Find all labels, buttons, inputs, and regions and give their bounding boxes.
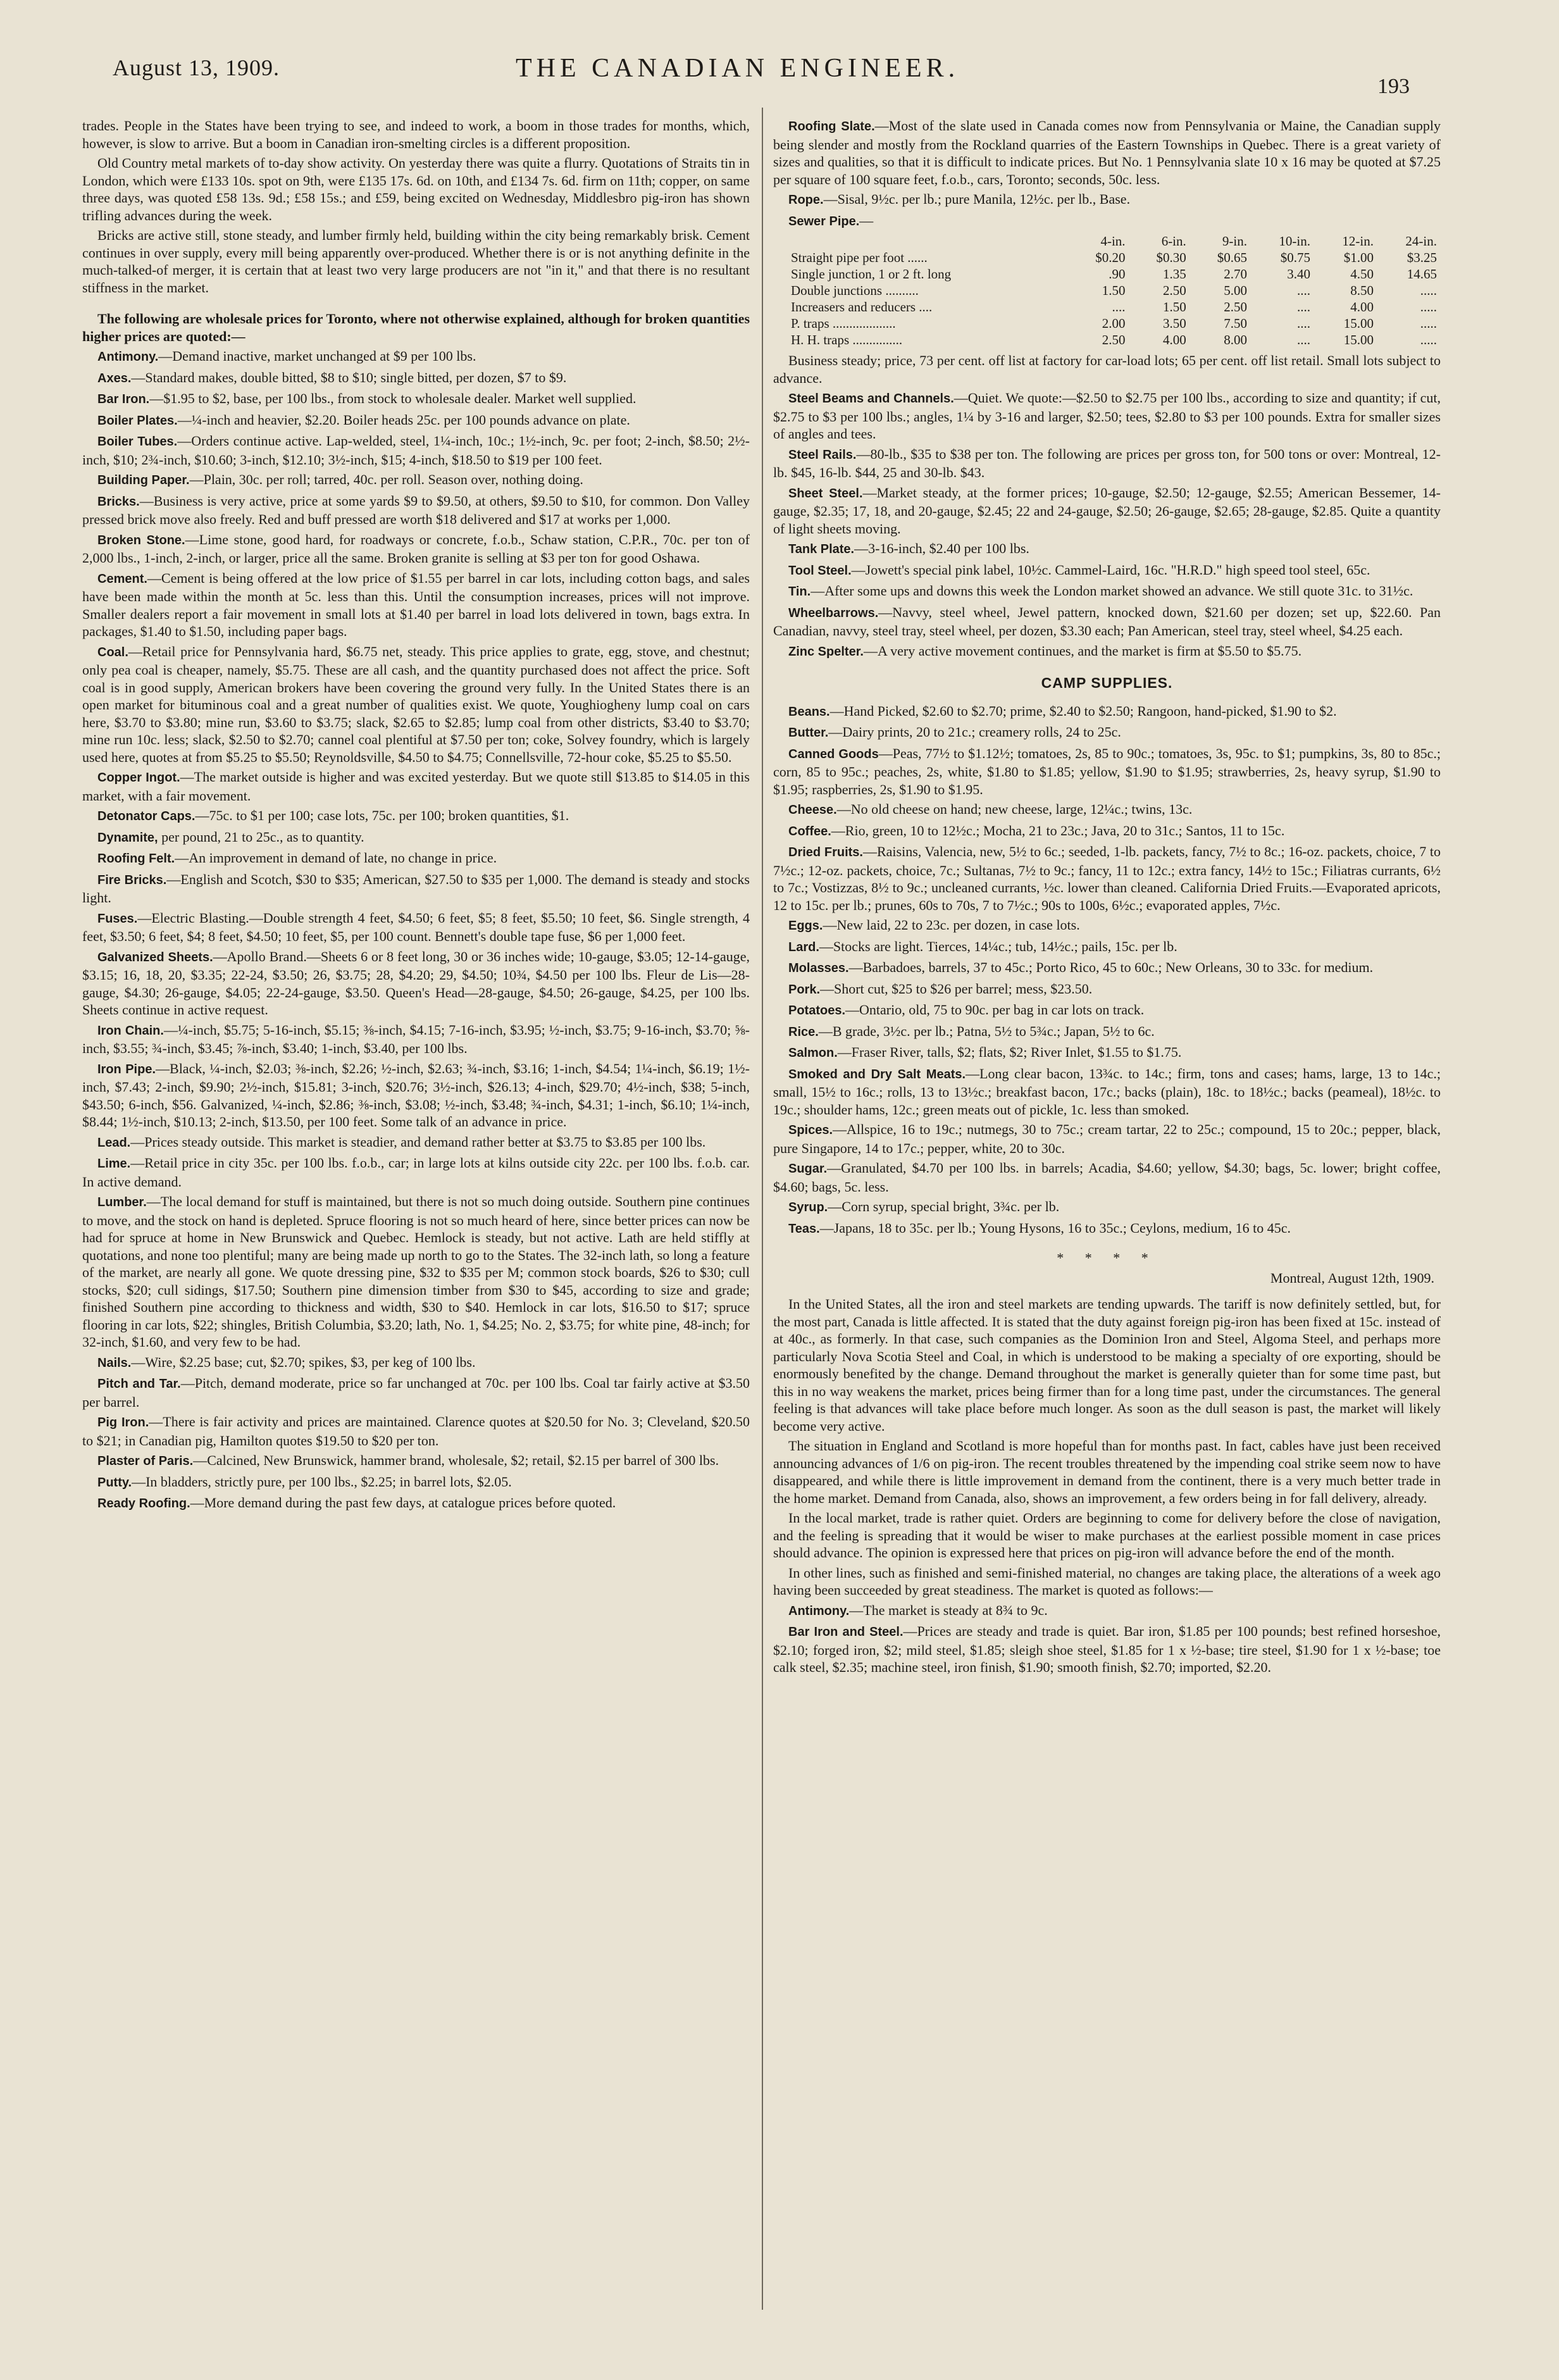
- entry-label: Lard.: [788, 940, 819, 954]
- price-entry: [82, 347, 750, 366]
- table-row: [773, 332, 1441, 348]
- price-list-continued: [773, 117, 1441, 230]
- entry-text: —Hand Picked, $2.60 to $2.70; prime, $2.40 to $2.50; Rangoon, hand-picked, $1.90 to $2.: [829, 702, 1337, 719]
- price-entry: [82, 768, 750, 804]
- pipe-type-cell: P. traps ...................: [791, 316, 896, 331]
- pipe-type-cell: H. H. traps ...............: [791, 332, 903, 347]
- entry-label: Bar Iron and Steel.: [788, 1625, 904, 1639]
- entry-label: Smoked and Dry Salt Meats.: [788, 1067, 966, 1081]
- price-entry: [773, 1219, 1441, 1238]
- price-cell: 15.00: [1343, 332, 1374, 347]
- price-entry: [773, 916, 1441, 935]
- price-cell: .....: [1420, 299, 1437, 315]
- entry-text: per pound, 21 to 25c., as to quantity.: [158, 828, 364, 845]
- entry-text: —Calcined, New Brunswick, hammer brand, wholesale, $2; retail, $2.15 per barrel of 300 lbs.: [193, 1452, 719, 1468]
- entry-text: —Quiet. We quote:—$2.50 to $2.75 per 100 lbs., according to size and quantity; if cut, $2.75 to $3 per 100 lbs.; angles, 1¼ by 3-16 and larger, $2.50; tees, $2.80 to $3 per 100 pounds. Extra for smaller sizes of angles and tees.: [773, 390, 1441, 442]
- entry-text: —A very active movement continues, and the market is firm at $5.50 to $5.75.: [863, 642, 1302, 659]
- sewer-column-header: 10-in.: [1279, 234, 1310, 249]
- price-entry: [82, 871, 750, 907]
- price-entry: [773, 484, 1441, 538]
- price-entry: [82, 1494, 750, 1513]
- entry-text: —Apollo Brand.—Sheets 6 or 8 feet long, 30 or 36 inches wide; 10-gauge, $3.05; 12-14-gauge, $3.15; 16, 18, 20, $3.35; 22-24, $3.50; 26, $3.75; 28, $4.20; 29, $4.50; 10¾, $4.50 per 100 lbs. Fleur de Lis—28-gauge, $4.30; 26-gauge, $4.05; 22-24-gauge, $3.50. Queen's Head—28-gauge, $4.50; 26-gauge, $4.25, per 100 lbs. Sheets continue in active request.: [82, 948, 750, 1018]
- price-entry: [82, 390, 750, 409]
- sewer-column-header: [773, 233, 1068, 249]
- entry-text: —Most of the slate used in Canada comes now from Pennsylvania or Maine, the Canadian supply being slender and mostly from the Rockland quarries of the Eastern Townships in Quebec. There is a great variety of sizes and qualities, so that it is difficult to indicate prices. But No. 1 Pennsylvania slate 10 x 16 may be quoted at $7.25 per square of 100 square feet, f.o.b., cars, Toronto; seconds, 50c. less.: [773, 118, 1441, 187]
- price-entry: [773, 702, 1441, 721]
- price-entry: [82, 471, 750, 490]
- entry-label: Pig Iron.: [97, 1416, 149, 1430]
- entry-text: —Dairy prints, 20 to 21c.; creamery rolls, 24 to 25c.: [828, 724, 1121, 740]
- price-entry: [773, 389, 1441, 443]
- price-entry: [773, 1001, 1441, 1020]
- entry-label: Iron Pipe.: [97, 1062, 156, 1076]
- price-entry: [82, 432, 750, 468]
- price-cell: ....: [1296, 299, 1310, 315]
- intro-paragraph: trades. People in the States have been trying to see, and indeed to work, a boom in those trades for months, which, however, is slow to arrive. But a boom in Canadian iron-smelting circles is a different proposition.: [82, 118, 750, 151]
- sewer-pipe-table: [773, 233, 1441, 348]
- entry-text: —Electric Blasting.—Double strength 4 feet, $4.50; 6 feet, $5; 8 feet, $5.50; 10 feet, $6. Single strength, 4 feet, $3.50; 6 feet, $4; 8 feet, $4.50; 10 feet, $5, per 100 count. Bennett's double tape fuse, $6 per 1,000 feet.: [82, 909, 750, 944]
- price-cell: $1.00: [1343, 250, 1374, 265]
- entry-text: —Corn syrup, special bright, 3¾c. per lb.: [828, 1199, 1060, 1214]
- price-entry: [773, 745, 1441, 799]
- entry-text: —: [859, 212, 874, 228]
- entry-label: Antimony.: [788, 1604, 850, 1618]
- price-entry: [773, 938, 1441, 957]
- entry-label: Spices.: [788, 1123, 833, 1137]
- entry-text: —Raisins, Valencia, new, 5½ to 6c.; seeded, 1-lb. packets, fancy, 7½ to 8c.; 16-oz. packets, choice, 7 to 7½c.; 12-oz. packets, choice, 7c.; Sultanas, 7½ to 9c.; fancy, 11 to 12c.; extra fancy, 14½ to 15c.; Filiatras currants, 6½ to 7c.; Vostizzas, 8½ to 9c.; uncleaned currants, ½c. lower than cleaned. California Dried Fruits.—Evaporated apricots, 12 to 15c. per lb.; prunes, 60s to 70s, 7 to 7½c.; 90s to 100s, 6½c.; evaporated apples, 7½c.: [773, 844, 1441, 913]
- entry-text: —80-lb., $35 to $38 per ton. The following are prices per gross ton, for 500 tons or over: Montreal, 12-lb. $45, 16-lb. $44, 25 and 30-lb. $43.: [773, 445, 1441, 480]
- entry-text: —After some ups and downs this week the London market showed an advance. We still quote 31c. to 31½c.: [811, 583, 1413, 599]
- price-entry: [773, 980, 1441, 999]
- entry-label: Lumber.: [97, 1195, 147, 1209]
- entry-label: Detonator Caps.: [97, 809, 196, 823]
- entry-label: Axes.: [97, 371, 132, 385]
- intro-paragraph: Bricks are active still, stone steady, and lumber firmly held, building within the city being remarkably brisk. Cement continues in over supply, every mill being apparently over-produced. Whether there is or is not anything definite in the much-talked-of merger, it is certain that at least two very large producers are not "in it," and that there is no resultant stiffness in the market.: [82, 227, 750, 296]
- price-entry: [773, 1602, 1441, 1621]
- entry-label: Wheelbarrows.: [788, 606, 879, 620]
- intro-block: [82, 117, 750, 296]
- entry-label: Steel Rails.: [788, 447, 857, 462]
- entry-text: —More demand during the past few days, at catalogue prices before quoted.: [190, 1495, 616, 1511]
- price-cell: ....: [1296, 316, 1310, 331]
- sewer-column-header: 12-in.: [1342, 234, 1374, 249]
- entry-label: Tank Plate.: [788, 542, 855, 556]
- price-entry: [773, 582, 1441, 601]
- entry-label: Cement.: [97, 571, 147, 586]
- entry-label: Sugar.: [788, 1162, 828, 1176]
- entry-text: —New laid, 22 to 23c. per dozen, in case lots.: [823, 917, 1080, 933]
- sewer-column-header: 24-in.: [1405, 234, 1437, 249]
- pipe-type-cell: Single junction, 1 or 2 ft. long: [791, 266, 952, 282]
- entry-text: —Granulated, $4.70 per 100 lbs. in barrels; Acadia, $4.60; yellow, $4.30; bags, 5c. lower; bright coffee, $4.60; bags, 5c. less.: [773, 1160, 1441, 1195]
- right-column: [773, 117, 1441, 1679]
- price-cell: 5.00: [1224, 283, 1247, 298]
- section-separator: * * * *: [1057, 1250, 1157, 1266]
- entry-text: —Short cut, $25 to $26 per barrel; mess, $23.50.: [820, 980, 1093, 997]
- entry-text: —Rio, green, 10 to 12½c.; Mocha, 21 to 23c.; Java, 20 to 31c.; Santos, 11 to 15c.: [831, 822, 1285, 838]
- entry-text: —An improvement in demand of late, no change in price.: [175, 850, 497, 866]
- report-paragraph: In the local market, trade is rather quiet. Orders are beginning to come for delivery before the close of navigation, and the feeling is spreading that it would be wiser to make purchases at the earliest possible moment in case prices should advance. The opinion is expressed here that prices on pig-iron will advance before the end of the month.: [773, 1510, 1441, 1561]
- entry-label: Butter.: [788, 726, 829, 740]
- entry-text: —Standard makes, double bitted, $8 to $10; single bitted, per dozen, $7 to $9.: [131, 369, 567, 385]
- price-entry: [773, 1044, 1441, 1062]
- price-entry: [773, 117, 1441, 188]
- table-row: [773, 282, 1441, 299]
- entry-text: —Ontario, old, 75 to 90c. per bag in car lots on track.: [845, 1002, 1145, 1018]
- report-paragraph: In the United States, all the iron and steel markets are tending upwards. The tariff is now definitely settled, but, for the most part, Canada is little affected. It is stated that the duty against foreign pig-iron has been fixed at 15c. instead of at 40c., as formerly. In that case, such companies as the Dominion Iron and Steel, Algoma Steel, and perhaps more particularly Nova Scotia Steel and Coal, in which is understood to be making a specialty of ore exporting, should be enormously benefited by the change. Demand throughout the market is generally quieter than for some time past, but this in no way weakens the market, prices being firmer than for a long time past, under the circumstances. The general feeling is that advances will take place before much longer. As soon as the dull season is past, the market will likely become very active.: [773, 1296, 1441, 1434]
- entry-text: —In bladders, strictly pure, per 100 lbs., $2.25; in barrel lots, $2.05.: [132, 1473, 512, 1490]
- entry-text: —There is fair activity and prices are maintained. Clarence quotes at $20.50 for No. 3; Cleveland, $20.50 to $21; in Canadian pig, Hamilton quotes $19.50 to $20 per ton.: [82, 1414, 750, 1449]
- entry-text: —Business is very active, price at some yards $9 to $9.50, at others, $9.50 to $10, for common. Don Valley pressed brick move also freely. Red and buff pressed are worth $18 delivered and $17 at works per 1,000.: [82, 492, 750, 527]
- entry-text: —Barbadoes, barrels, 37 to 45c.; Porto Rico, 45 to 60c.; New Orleans, 30 to 33c. for medium.: [848, 959, 1374, 975]
- entry-label: Coffee.: [788, 824, 831, 838]
- entry-label: Tool Steel.: [788, 563, 852, 578]
- entry-text: —75c. to $1 per 100; case lots, 75c. per 100; broken quantities, $1.: [195, 807, 569, 823]
- entry-label: Tin.: [788, 585, 811, 599]
- entry-label: Syrup.: [788, 1200, 828, 1214]
- price-entry: [82, 807, 750, 826]
- price-entry: [773, 445, 1441, 482]
- table-row: [773, 315, 1441, 332]
- price-entry: [82, 1193, 750, 1351]
- price-entry: [773, 822, 1441, 841]
- entry-label: Sheet Steel.: [788, 486, 863, 501]
- entry-label: Antimony.: [97, 350, 159, 364]
- price-entry: [82, 369, 750, 388]
- entry-label: Salmon.: [788, 1046, 838, 1060]
- price-cell: 14.65: [1407, 266, 1437, 282]
- price-cell: $0.30: [1156, 250, 1186, 265]
- entry-label: Coal.: [97, 645, 128, 659]
- price-entry: [82, 909, 750, 945]
- price-cell: $0.65: [1217, 250, 1247, 265]
- price-entry: [773, 212, 1441, 231]
- entry-label: Boiler Plates.: [97, 413, 178, 428]
- price-cell: ....: [1112, 299, 1126, 315]
- entry-label: Steel Beams and Channels.: [788, 392, 954, 406]
- entry-label: Canned Goods: [788, 747, 879, 761]
- entry-label: Fuses.: [97, 911, 138, 926]
- price-cell: ....: [1296, 332, 1310, 347]
- entry-text: —Cement is being offered at the low price of $1.55 per barrel in car lots, including cotton bags, and sales have been made within the month at 5c. less than this. Until the consumption increases, prices will not improve. Smaller dealers report a fair movement in small lots at $1.40 per barrel in load lots delivered in town, bags extra. In packages, $1.40 to $1.50, including paper bags.: [82, 570, 750, 639]
- toronto-intro: The following are wholesale prices for Toronto, where not otherwise explained, although for broken quantities higher prices are quoted:—: [82, 311, 750, 344]
- entry-label: Lime.: [97, 1157, 131, 1171]
- price-entry: [773, 540, 1441, 559]
- entry-label: Molasses.: [788, 961, 849, 975]
- entry-text: —Demand inactive, market unchanged at $9 per 100 lbs.: [158, 348, 476, 364]
- price-entry: [82, 1060, 750, 1131]
- price-cell: .....: [1420, 332, 1437, 347]
- price-cell: .....: [1420, 283, 1437, 298]
- price-entry: [773, 959, 1441, 978]
- intro-paragraph: Old Country metal markets of to-day show activity. On yesterday there was quite a flurry. Quotations of Straits tin in London, which were £133 10s. spot on 9th, were £135 17s. 6d. on 10th, and £134 7s. 6d. firm on 11th; copper, on same three days, was quoted £58 13s. 9d.; £58 15s.; and £59, being excited on Wednesday, Middlesbro pig-iron has shown trifling advances during the week.: [82, 155, 750, 223]
- price-entry: [82, 1021, 750, 1057]
- camp-supplies-list: [773, 702, 1441, 1238]
- pipe-type-cell: Double junctions ..........: [791, 283, 919, 298]
- sewer-table-body: [773, 249, 1441, 348]
- price-entry: [82, 1354, 750, 1373]
- entry-text: —Jowett's special pink label, 10½c. Cammel-Laird, 16c. "H.R.D." high speed tool steel, 65c.: [851, 561, 1370, 578]
- entry-label: Bar Iron.: [97, 392, 150, 406]
- price-entry: [773, 1121, 1441, 1157]
- entry-label: Bricks.: [97, 494, 140, 509]
- entry-label: Beans.: [788, 704, 830, 719]
- entry-text: —Stocks are light. Tierces, 14¼c.; tub, 14½c.; pails, 15c. per lb.: [819, 938, 1177, 954]
- price-entry: [82, 1154, 750, 1190]
- entry-label: Rope.: [788, 193, 824, 207]
- steel-price-list: [773, 389, 1441, 661]
- price-cell: 4.50: [1350, 266, 1374, 282]
- entry-label: Roofing Slate.: [788, 120, 875, 134]
- price-cell: .....: [1420, 316, 1437, 331]
- price-entry: [82, 570, 750, 640]
- price-entry: [82, 411, 750, 430]
- entry-label: Iron Chain.: [97, 1023, 164, 1038]
- sewer-table-header: [773, 233, 1441, 249]
- price-cell: $3.25: [1407, 250, 1437, 265]
- entry-label: Plaster of Paris.: [97, 1454, 194, 1468]
- price-entry: [82, 643, 750, 766]
- price-entry: [773, 843, 1441, 914]
- table-row: [773, 266, 1441, 282]
- price-entry: [773, 1023, 1441, 1042]
- entry-text: —Japans, 18 to 35c. per lb.; Young Hysons, 16 to 35c.; Ceylons, medium, 16 to 45c.: [819, 1219, 1291, 1236]
- entry-label: Copper Ingot.: [97, 771, 180, 785]
- montreal-dateline: Montreal, August 12th, 1909.: [1270, 1269, 1434, 1286]
- price-entry: [82, 828, 750, 847]
- entry-text: —Orders continue active. Lap-welded, steel, 1¼-inch, 10c.; 1½-inch, 9c. per foot; 2-inch, $8.50; 2½-inch, $10; 2¾-inch, $10.60; 3-inch, $12.10; 3½-inch, $15; 4-inch, $18.50 to $19 per 100 feet.: [82, 433, 750, 468]
- entry-text: —Lime stone, good hard, for roadways or concrete, f.o.b., Schaw station, C.P.R., 70c. per ton of 2,000 lbs., 1-inch, 2-inch, or larger, price all the same. Broken granite is selling at $3 per ton for good Oshawa.: [82, 531, 750, 566]
- entry-label: Broken Stone.: [97, 533, 185, 547]
- price-cell: 3.50: [1163, 316, 1186, 331]
- sewer-column-header: 4-in.: [1100, 234, 1126, 249]
- price-entry: [82, 948, 750, 1019]
- price-entry: [82, 492, 750, 528]
- entry-label: Rice.: [788, 1025, 819, 1039]
- price-entry: [773, 723, 1441, 742]
- entry-label: Dried Fruits.: [788, 845, 863, 859]
- journal-title: THE CANADIAN ENGINEER.: [516, 54, 960, 83]
- price-cell: 2.50: [1163, 283, 1186, 298]
- entry-label: Cheese.: [788, 803, 837, 817]
- entry-label: Pitch and Tar.: [97, 1377, 181, 1391]
- entry-label: Dynamite,: [97, 830, 158, 845]
- price-entry: [82, 1452, 750, 1471]
- entry-text: —Prices steady outside. This market is steadier, and demand rather better at $3.75 to $3.85 per 100 lbs.: [130, 1133, 706, 1150]
- entry-text: —Fraser River, talls, $2; flats, $2; River Inlet, $1.55 to $1.75.: [837, 1044, 1182, 1060]
- table-row: [773, 299, 1441, 315]
- price-cell: .90: [1109, 266, 1126, 282]
- pipe-type-cell: Straight pipe per foot ......: [791, 250, 928, 265]
- price-entry: [773, 642, 1441, 661]
- pipe-type-cell: Increasers and reducers ....: [791, 299, 933, 315]
- sewer-column-header: 9-in.: [1222, 234, 1247, 249]
- entry-text: —English and Scotch, $30 to $35; American, $27.50 to $35 per 1,000. The demand is steady and stocks light.: [82, 871, 750, 906]
- report-paragraph: In other lines, such as finished and semi-finished material, no changes are taking place, the alterations of a week ago having been succeeded by great steadiness. The market is quoted as follows:—: [773, 1564, 1441, 1598]
- price-cell: 4.00: [1163, 332, 1186, 347]
- price-cell: $0.75: [1280, 250, 1310, 265]
- entry-text: —B grade, 3½c. per lb.; Patna, 5½ to 5¾c.; Japan, 5½ to 6c.: [818, 1023, 1155, 1039]
- price-cell: 1.35: [1163, 266, 1186, 282]
- price-entry: [773, 801, 1441, 819]
- price-cell: 8.50: [1350, 283, 1374, 298]
- entry-text: —Long clear bacon, 13¾c. to 14c.; firm, tons and cases; hams, large, 13 to 14c.; small, 15½ to 16c.; rolls, 13 to 13½c.; breakfast bacon, 17c.; backs (plain), 18c. to 18½c.; backs (peameal), 18½c. to 19c.; shoulder hams, 12c.; green meats out of pickle, 1c. less than smoked.: [773, 1065, 1441, 1118]
- price-entry: [82, 849, 750, 868]
- entry-label: Building Paper.: [97, 473, 190, 487]
- camp-supplies-heading: CAMP SUPPLIES.: [1041, 675, 1173, 691]
- entry-text: —Retail price in city 35c. per 100 lbs. f.o.b., car; in large lots at kilns outside city 22c. per 100 lbs. f.o.b. car. In active demand.: [82, 1155, 750, 1190]
- montreal-report: [773, 1295, 1441, 1599]
- sewer-column-header: 6-in.: [1161, 234, 1186, 249]
- entry-text: —Prices are steady and trade is quiet. Bar iron, $1.85 per 100 pounds; best refined horseshoe, $2.10; forged iron, $2; mild steel, $1.85; sleigh shoe steel, $1.85 for 1 x ½-base; tire steel, $1.90 for 1 x ½-base; toe calk steel, $2.35; machine steel, iron finish, $1.90; smooth finish, $2.70; imported, $2.20.: [773, 1623, 1441, 1675]
- price-entry: [773, 561, 1441, 580]
- toronto-price-list: [82, 347, 750, 1513]
- entry-label: Putty.: [97, 1475, 132, 1490]
- entry-text: —The market outside is higher and was excited yesterday. But we quote still $13.85 to $14.05 in this market, with a fair movement.: [82, 769, 750, 804]
- entry-text: —Allspice, 16 to 19c.; nutmegs, 30 to 75c.; cream tartar, 22 to 25c.; compound, 15 to 20c.; pepper, black, pure Singapore, 14 to 17c.; pepper, white, 20 to 30c.: [773, 1121, 1441, 1156]
- price-cell: 1.50: [1102, 283, 1126, 298]
- price-cell: 2.00: [1102, 316, 1126, 331]
- price-cell: 15.00: [1343, 316, 1374, 331]
- price-entry: [773, 1623, 1441, 1676]
- price-cell: 2.50: [1102, 332, 1126, 347]
- entry-text: —$1.95 to $2, base, per 100 lbs., from stock to wholesale dealer. Market well supplied.: [149, 390, 637, 406]
- entry-text: —Peas, 77½ to $1.12½; tomatoes, 2s, 85 to 90c.; tomatoes, 3s, 95c. to $1; pumpkins, 3s, 80 to 85c.; corn, 85 to 95c.; peaches, 2s, white, $1.80 to $1.85; yellow, $1.90 to $1.95; strawberries, 2s, heavy syrup, $1.90 to $1.95; raspberries, 2s, $1.90 to $1.95.: [773, 745, 1441, 797]
- entry-label: Pork.: [788, 982, 821, 997]
- price-entry: [82, 1413, 750, 1449]
- price-cell: ....: [1296, 283, 1310, 298]
- entry-text: —Market steady, at the former prices; 10-gauge, $2.50; 12-gauge, $2.55; American Bessemer, 14-gauge, $2.35; 17, 18, and 20-gauge, $2.45; 22 and 24-gauge, $2.50; 26-gauge, $2.65; 28-gauge, $2.85. Quite a quantity of light sheets moving.: [773, 484, 1441, 537]
- entry-text: —¼-inch and heavier, $2.20. Boiler heads 25c. per 100 pounds advance on plate.: [177, 411, 630, 428]
- entry-text: —¼-inch, $5.75; 5-16-inch, $5.15; ⅜-inch, $4.15; 7-16-inch, $3.95; ½-inch, $3.75; 9-16-inch, $3.70; ⅝-inch, $3.55; ¾-inch, $3.45; ⅞-inch, $3.40; 1-inch, $3.40, per 100 lbs.: [82, 1021, 750, 1056]
- price-cell: 4.00: [1350, 299, 1374, 315]
- price-entry: [82, 1374, 750, 1411]
- entry-text: —Navvy, steel wheel, Jewel pattern, knocked down, $21.60 per dozen; set up, $22.60. Pan Canadian, navvy, steel tray, steel wheel, per dozen, $3.30 each; Pan American, steel tray, steel wheel, $4.25 each.: [773, 604, 1441, 639]
- entry-text: —The local demand for stuff is maintained, but there is not so much doing outside. Southern pine continues to move, and the stock on hand is depleted. Spruce flooring is not so much heard of here, since better prices can now be had for spruce at home in New Brunswick and Quebec. Hemlock is steady, but not active. Lath are held stiffly at quotations, and none too plentiful; many are being made up north to go to the States. The 32-inch lath, so long a feature of the market, are nearly all gone. We quote dressing pine, $32 to $35 per M; common stock boards, $26 to $30; cull stocks, $20; cull sidings, $17.50; Southern pine dimension timber from $30 to $45, according to size and grade; finished Southern pine according to thickness and width, $30 to $40. Hemlock in car lots, $16.50 to $17; spruce flooring in car lots, $22; shingles, British Columbia, $3.20; lath, No. 1, $4.25; No. 2, $3.75; for white pine, 48-inch; for 32-inch, $1.60, and very few to be had.: [82, 1193, 750, 1350]
- entry-text: —Retail price for Pennsylvania hard, $6.75 net, steady. This price applies to grate, egg, stove, and chestnut; only pea coal is cheaper, namely, $5.75. These are all cash, and the quantity purchased does not affect the price. Soft coal is in good supply, American brokers have been covering the ground very fully. In the United States there is an open market for bituminous coal and a great number of qualities exist. We quote, Youghiogheny lump coal on cars here, $3.70 to $3.80; mine run, $3.60 to $3.75; slack, $2.65 to $2.85; lump coal from other districts, $3.40 to $3.70; mine run 10c. less; slack, $2.50 to $2.70; cannel coal plentiful at $7.50 per ton; coke, Solvey foundry, which is largely used here, quotes at from $5.25 to $5.50; Reynoldsville, $4.50 to $4.75; Connellsville, 72-hour coke, $5.25 to $5.50.: [82, 643, 750, 765]
- price-entry: [773, 1198, 1441, 1217]
- issue-date: August 13, 1909.: [113, 55, 280, 80]
- price-entry: [773, 1159, 1441, 1195]
- entry-text: —No old cheese on hand; new cheese, large, 12¼c.; twins, 13c.: [836, 801, 1193, 817]
- entry-label: Zinc Spelter.: [788, 644, 864, 659]
- entry-label: Potatoes.: [788, 1004, 846, 1018]
- price-cell: 3.40: [1287, 266, 1310, 282]
- entry-label: Lead.: [97, 1135, 131, 1150]
- entry-label: Sewer Pipe.: [788, 214, 860, 228]
- entry-text: —Plain, 30c. per roll; tarred, 40c. per roll. Season over, nothing doing.: [189, 471, 583, 487]
- price-cell: 2.50: [1224, 299, 1247, 315]
- entry-text: —Black, ¼-inch, $2.03; ⅜-inch, $2.26; ½-inch, $2.63; ¾-inch, $3.16; 1-inch, $4.54; 1¼-inch, $6.19; 1½-inch, $7.43; 2-inch, $9.90; 2½-inch, $15.81; 3-inch, $20.76; 3½-inch, $26.13; 4-inch, $29.70; 4½-inch, $38; 5-inch, $43.50; 6-inch, $56. Galvanized, ¼-inch, $2.86; ⅜-inch, $3.08; ½-inch, $3.48; ¾-inch, $4.31; 1-inch, $6.10; 1¼-inch, $8.44; 1½-inch, $10.13; 2-inch, $13.50, per 100 feet. Some talk of an advance in price.: [82, 1060, 750, 1130]
- entry-label: Fire Bricks.: [97, 873, 167, 887]
- entry-label: Boiler Tubes.: [97, 435, 178, 449]
- entry-text: —3-16-inch, $2.40 per 100 lbs.: [854, 540, 1029, 556]
- entry-text: —Sisal, 9½c. per lb.; pure Manila, 12½c. per lb., Base.: [823, 191, 1131, 207]
- price-cell: $0.20: [1095, 250, 1126, 265]
- entry-text: —Pitch, demand moderate, price so far unchanged at 70c. per 100 lbs. Coal tar fairly active at $3.50 per barrel.: [82, 1375, 750, 1410]
- montreal-price-list: [773, 1602, 1441, 1676]
- price-entry: [82, 1133, 750, 1152]
- table-row: [773, 249, 1441, 266]
- entry-label: Nails.: [97, 1355, 132, 1370]
- price-entry: [82, 1473, 750, 1492]
- entry-label: Teas.: [788, 1221, 820, 1236]
- price-entry: [773, 604, 1441, 640]
- left-column: [82, 117, 750, 1516]
- report-paragraph: The situation in England and Scotland is more hopeful than for months past. In fact, cables have just been received announcing advances of 1/6 on pig-iron. The recent troubles threatened by the impending coal strike seem now to have disappeared, and while there is little improvement in demand from the continent, there is a very much better trade in the home market. Demand from Canada, also, shows an improvement, a few orders being in for fall delivery, already.: [773, 1438, 1441, 1506]
- price-entry: [773, 1065, 1441, 1119]
- sewer-note: Business steady; price, 73 per cent. off list at factory for car-load lots; 65 per cent. off list retail. Small lots subject to advance.: [773, 352, 1441, 386]
- page-number: 193: [1377, 75, 1410, 98]
- entry-label: Eggs.: [788, 919, 823, 933]
- price-cell: 7.50: [1224, 316, 1247, 331]
- entry-text: —Wire, $2.25 base; cut, $2.70; spikes, $3, per keg of 100 lbs.: [131, 1354, 476, 1370]
- price-entry: [82, 531, 750, 567]
- entry-label: Roofing Felt.: [97, 852, 175, 866]
- entry-text: —The market is steady at 8¾ to 9c.: [849, 1602, 1048, 1618]
- price-cell: 1.50: [1163, 299, 1186, 315]
- price-cell: 8.00: [1224, 332, 1247, 347]
- price-entry: [773, 190, 1441, 209]
- column-divider: [762, 108, 763, 2310]
- price-cell: 2.70: [1224, 266, 1247, 282]
- entry-label: Galvanized Sheets.: [97, 950, 213, 964]
- entry-label: Ready Roofing.: [97, 1497, 190, 1511]
